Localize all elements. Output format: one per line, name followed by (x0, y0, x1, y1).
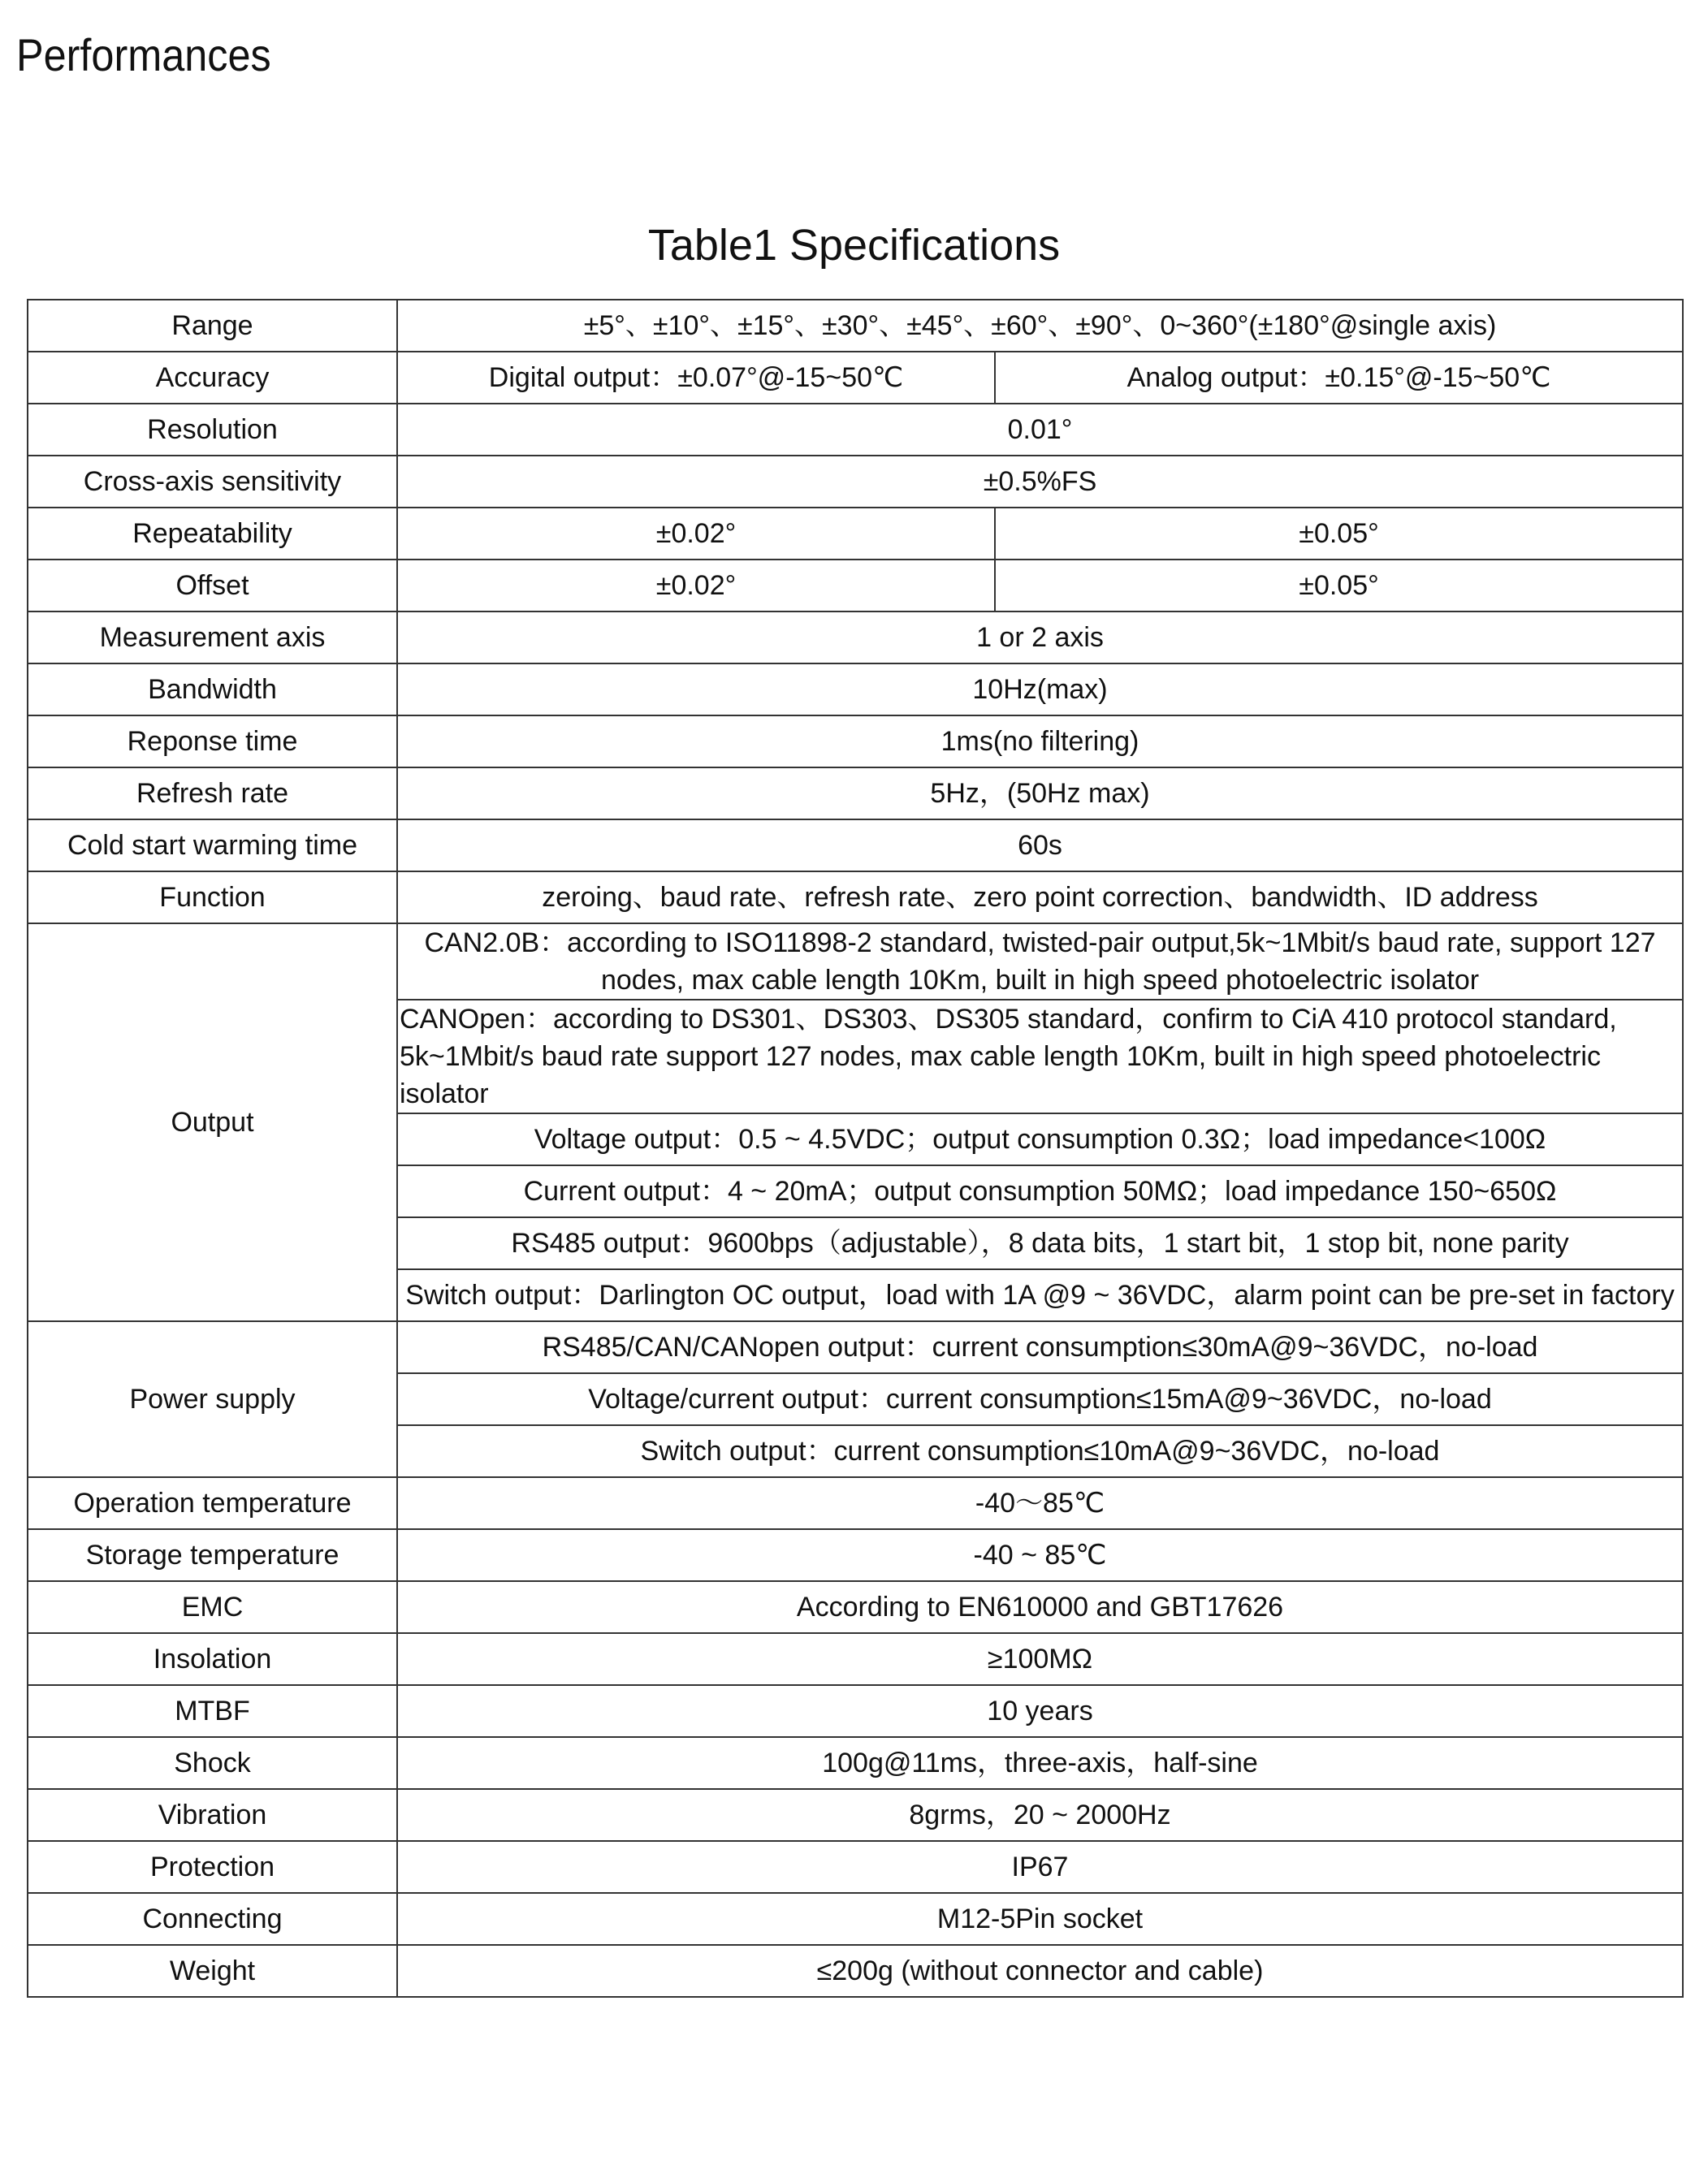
analog-value: Analog output：±0.15°@-15~50℃ (995, 352, 1683, 404)
row-label: EMC (28, 1581, 397, 1633)
row-value: 10Hz(max) (397, 663, 1683, 715)
table-caption: Table1 Specifications (647, 221, 1061, 270)
output-rs485: RS485 output：9600bps（adjustable），8 data bits，1 start bit，1 stop bit, none parity (397, 1217, 1683, 1269)
table-row (28, 1529, 1683, 1581)
row-label: Measurement axis (28, 611, 397, 663)
table-row (28, 404, 1683, 456)
output-current: Current output：4 ~ 20mA；output consumption 50MΩ；load impedance 150~650Ω (397, 1165, 1683, 1217)
output-canopen: CANOpen：according to DS301、DS303、DS305 standard，confirm to CiA 410 protocol standard, 5k~1Mbit/s baud rate support 127 nodes, max cable length 10Km, built in high speed photoelectric isolator (397, 1000, 1683, 1113)
row-label: Protection (28, 1841, 397, 1893)
row-value: 8grms，20 ~ 2000Hz (397, 1789, 1683, 1841)
row-label: Refresh rate (28, 767, 397, 819)
digital-value: ±0.02° (397, 508, 995, 560)
row-label: Insolation (28, 1633, 397, 1685)
row-value: 100g@11ms，three-axis，half-sine (397, 1737, 1683, 1789)
table-row (28, 767, 1683, 819)
row-label: Bandwidth (28, 663, 397, 715)
row-label: Connecting (28, 1893, 397, 1945)
row-label: Weight (28, 1945, 397, 1997)
row-value: ±5°、±10°、±15°、±30°、±45°、±60°、±90°、0~360°(±180°@single axis) (397, 300, 1683, 352)
table-row (28, 508, 1683, 560)
row-label: Reponse time (28, 715, 397, 767)
table-row (28, 1581, 1683, 1633)
specifications-table (27, 299, 1684, 1998)
table-row (28, 352, 1683, 404)
power-label: Power supply (28, 1321, 397, 1477)
analog-value: ±0.05° (995, 560, 1683, 611)
table-row (28, 456, 1683, 508)
row-value: According to EN610000 and GBT17626 (397, 1581, 1683, 1633)
row-value: 1ms(no filtering) (397, 715, 1683, 767)
row-value: M12-5Pin socket (397, 1893, 1683, 1945)
row-value: 60s (397, 819, 1683, 871)
output-voltage: Voltage output：0.5 ~ 4.5VDC；output consumption 0.3Ω；load impedance<100Ω (397, 1113, 1683, 1165)
table-row (28, 1841, 1683, 1893)
table-row (28, 715, 1683, 767)
row-value: 0.01° (397, 404, 1683, 456)
page-heading: Performances (16, 29, 271, 80)
power-switch: Switch output：current consumption≤10mA@9~36VDC，no-load (397, 1425, 1683, 1477)
power-rs485: RS485/CAN/CANopen output：current consumption≤30mA@9~36VDC，no-load (397, 1321, 1683, 1373)
row-label: Operation temperature (28, 1477, 397, 1529)
table-row (28, 819, 1683, 871)
row-label: Range (28, 300, 397, 352)
row-value: -40～85℃ (397, 1477, 1683, 1529)
row-value: -40 ~ 85℃ (397, 1529, 1683, 1581)
row-value: 10 years (397, 1685, 1683, 1737)
row-label: Cross-axis sensitivity (28, 456, 397, 508)
row-value: 1 or 2 axis (397, 611, 1683, 663)
table-row (28, 1633, 1683, 1685)
row-label: Accuracy (28, 352, 397, 404)
row-value: ±0.5%FS (397, 456, 1683, 508)
table-row (28, 611, 1683, 663)
output-can: CAN2.0B：according to ISO11898-2 standard, twisted-pair output,5k~1Mbit/s baud rate, support 127 nodes, max cable length 10Km, built in high speed photoelectric isolator (397, 923, 1683, 1000)
table-row (28, 871, 1683, 923)
row-value: ≥100MΩ (397, 1633, 1683, 1685)
table-row (28, 1737, 1683, 1789)
digital-value: ±0.02° (397, 560, 995, 611)
power-voltage: Voltage/current output：current consumption≤15mA@9~36VDC，no-load (397, 1373, 1683, 1425)
row-label: Resolution (28, 404, 397, 456)
row-label: Offset (28, 560, 397, 611)
row-label: Repeatability (28, 508, 397, 560)
row-value: zeroing、baud rate、refresh rate、zero point correction、bandwidth、ID address (397, 871, 1683, 923)
table-row (28, 1685, 1683, 1737)
row-value: ≤200g (without connector and cable) (397, 1945, 1683, 1997)
row-label: Function (28, 871, 397, 923)
table-row (28, 300, 1683, 352)
row-label: MTBF (28, 1685, 397, 1737)
table-row (28, 1477, 1683, 1529)
output-label: Output (28, 923, 397, 1321)
output-switch: Switch output：Darlington OC output，load with 1A @9 ~ 36VDC，alarm point can be pre-set in factory (397, 1269, 1683, 1321)
table-row (28, 1893, 1683, 1945)
row-label: Shock (28, 1737, 397, 1789)
table-row (28, 1321, 1683, 1373)
table-row (28, 1789, 1683, 1841)
table-row (28, 923, 1683, 1000)
table-row (28, 663, 1683, 715)
analog-value: ±0.05° (995, 508, 1683, 560)
table-row (28, 560, 1683, 611)
row-label: Vibration (28, 1789, 397, 1841)
row-label: Storage temperature (28, 1529, 397, 1581)
row-value: 5Hz，(50Hz max) (397, 767, 1683, 819)
digital-value: Digital output：±0.07°@-15~50℃ (397, 352, 995, 404)
row-label: Cold start warming time (28, 819, 397, 871)
row-value: IP67 (397, 1841, 1683, 1893)
table-row (28, 1945, 1683, 1997)
